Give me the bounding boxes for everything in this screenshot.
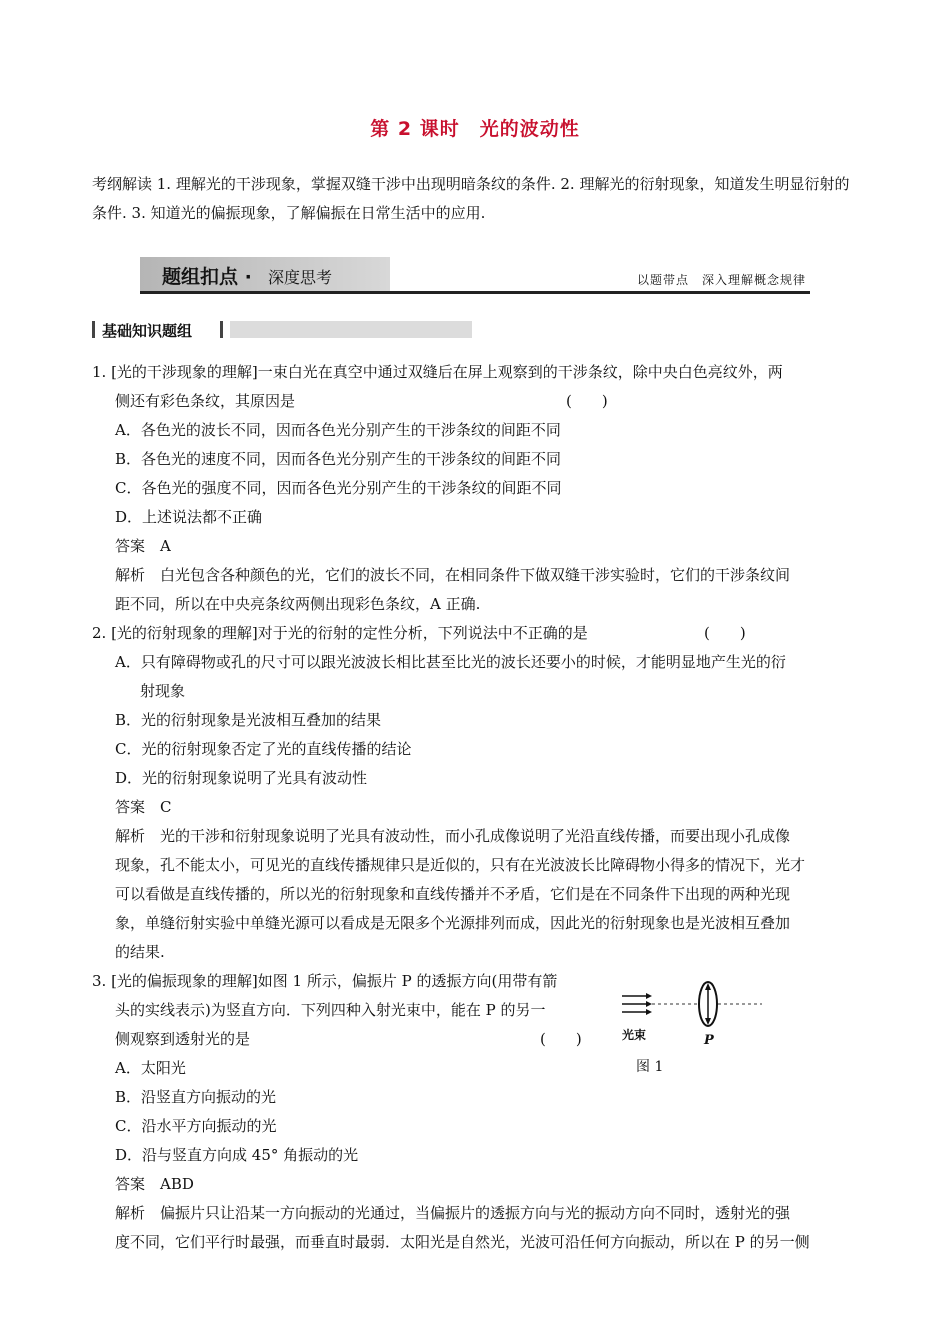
q1-option-a: A．各色光的波长不同，因而各色光分别产生的干涉条纹的间距不同 — [115, 421, 561, 439]
q3-option-d: D．沿与竖直方向成 45° 角振动的光 — [115, 1146, 359, 1164]
q2-stem-text: 2. [光的衍射现象的理解]对于光的衍射的定性分析，下列说法中不正确的是 — [92, 624, 588, 642]
q2-option-b: B．光的衍射现象是光波相互叠加的结果 — [115, 711, 382, 729]
section-label: 基础知识题组 — [102, 322, 193, 340]
section-grey-bar — [230, 321, 472, 338]
q2-analysis-line-4: 象，单缝衍射实验中单缝光源可以看成是无限多个光源排列而成，因此光的衍射现象也是光波相互叠加 — [115, 914, 791, 932]
q1-analysis-line-2: 距不同，所以在中央亮条纹两侧出现彩色条纹，A 正确. — [115, 595, 481, 613]
figure-1-polarizer — [612, 972, 772, 1082]
q1-stem-text: 侧还有彩色条纹，其原因是 — [115, 392, 296, 410]
section-banner — [140, 257, 810, 297]
banner-middle-title: 深度思考 — [268, 268, 333, 287]
q2-option-c: C．光的衍射现象否定了光的直线传播的结论 — [115, 740, 412, 758]
banner-left-title: 题组扣点 · — [162, 266, 252, 288]
q2-analysis-line-5: 的结果. — [115, 943, 165, 961]
figure-caption: 图 1 — [636, 1059, 664, 1075]
q3-stem-line-1: 3. [光的偏振现象的理解]如图 1 所示，偏振片 P 的透振方向(用带有箭 — [92, 972, 558, 990]
q3-stem-text: 侧观察到透射光的是 — [115, 1030, 251, 1048]
q3-option-a: A．太阳光 — [115, 1059, 186, 1077]
q2-answer: 答案 C — [115, 798, 172, 816]
q2-analysis-line-3: 可以看做是直线传播的，所以光的衍射现象和直线传播并不矛盾，它们是在不同条件下出现的两种光现 — [115, 885, 791, 903]
banner-right-slogan: 以题带点 深入理解概念规律 — [636, 273, 806, 287]
q2-answer-blank: ( ) — [704, 624, 746, 642]
banner-dot: · — [244, 266, 252, 288]
q1-answer-blank: ( ) — [566, 392, 608, 410]
q3-option-b: B．沿竖直方向振动的光 — [115, 1088, 277, 1106]
page-title: 第 2 课时 光的波动性 — [370, 118, 580, 140]
q2-option-a-line-1: A．只有障碍物或孔的尺寸可以跟光波波长相比甚至比光的波长还要小的时候，才能明显地产生光的衍 — [115, 653, 786, 671]
section-mark-right — [220, 321, 223, 338]
q2-analysis-line-1: 解析 光的干涉和衍射现象说明了光具有波动性，而小孔成像说明了光沿直线传播，而要出现小孔成像 — [115, 827, 791, 845]
section-mark-left — [92, 321, 95, 338]
q3-answer-blank: ( ) — [540, 1030, 582, 1048]
q3-option-c: C．沿水平方向振动的光 — [115, 1117, 277, 1135]
light-beam-arrows — [622, 993, 652, 1015]
q1-option-d: D．上述说法都不正确 — [115, 508, 263, 526]
q1-option-b: B．各色光的速度不同，因而各色光分别产生的干涉条纹的间距不同 — [115, 450, 562, 468]
q3-analysis-line-1: 解析 偏振片只让沿某一方向振动的光通过，当偏振片的透振方向与光的振动方向不同时，透射光的强 — [115, 1204, 791, 1222]
polarizer-label: P — [704, 1033, 714, 1048]
q2-option-a-line-2: 射现象 — [140, 682, 186, 700]
polarizer-diagram — [612, 972, 772, 1082]
q2-option-d: D．光的衍射现象说明了光具有波动性 — [115, 769, 368, 787]
q3-answer: 答案 ABD — [115, 1175, 194, 1193]
beam-label: 光束 — [622, 1028, 647, 1042]
banner-rule — [140, 291, 810, 294]
syllabus-text: 考纲解读 1. 理解光的干涉现象，掌握双缝干涉中出现明暗条纹的条件. 2. 理解光的衍射现象，知道发生明显衍射的条件. 3. 知道光的偏振现象，了解偏振在日常生活中的应用. — [92, 175, 850, 222]
q2-analysis-line-2: 现象，孔不能太小，可见光的直线传播规律只是近似的，只有在光波波长比障碍物小得多的情况下，光才 — [115, 856, 806, 874]
q3-stem-line-2: 头的实线表示)为竖直方向．下列四种入射光束中，能在 P 的另一 — [115, 1001, 546, 1019]
q2-stem — [92, 619, 862, 648]
question-list — [92, 358, 862, 1257]
q1-option-c: C．各色光的强度不同，因而各色光分别产生的干涉条纹的间距不同 — [115, 479, 562, 497]
q1-stem-line-2 — [92, 387, 862, 416]
q3-analysis-line-2: 度不同，它们平行时最强，而垂直时最弱．太阳光是自然光，光波可沿任何方向振动，所以在 P 的另一侧 — [115, 1233, 810, 1251]
q1-stem-line-1: 1. [光的干涉现象的理解]一束白光在真空中通过双缝后在屏上观察到的干涉条纹，除中央白色亮纹外，两 — [92, 363, 783, 381]
q1-analysis-line-1: 解析 白光包含各种颜色的光，它们的波长不同，在相同条件下做双缝干涉实验时，它们的干涉条纹间 — [115, 566, 791, 584]
q1-answer: 答案 A — [115, 537, 171, 555]
